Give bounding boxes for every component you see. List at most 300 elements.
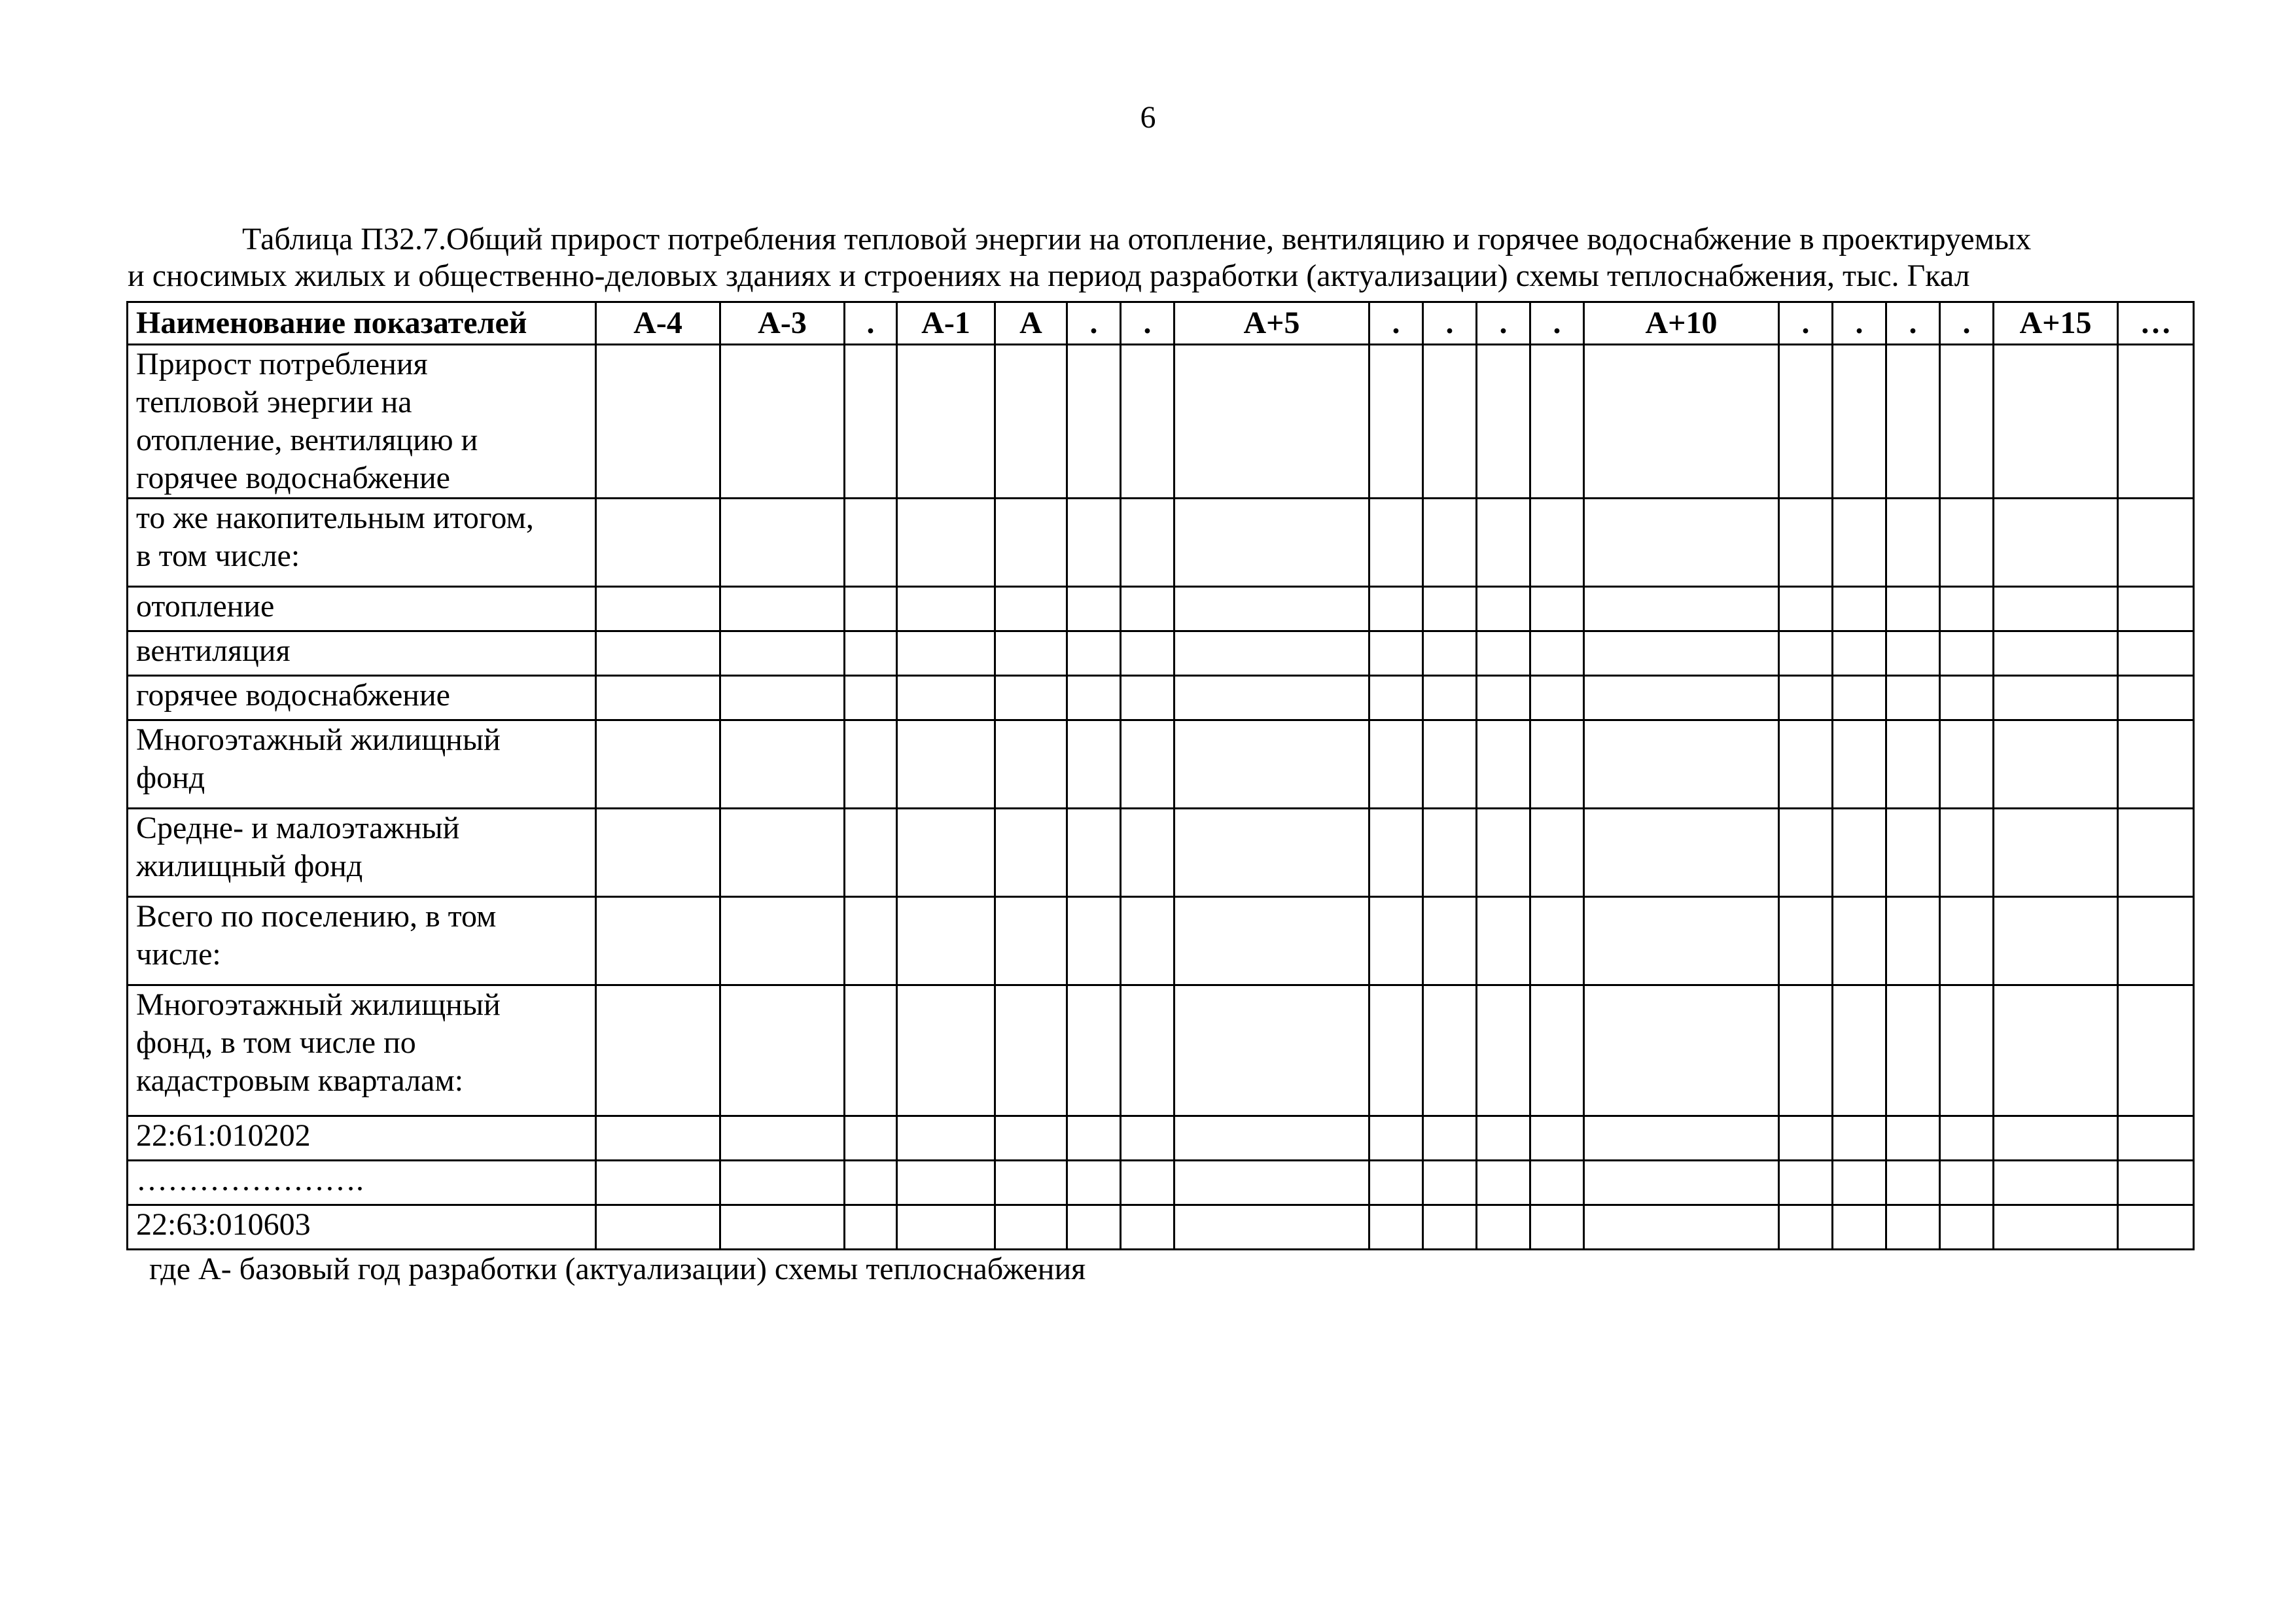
empty-value-cell (1833, 809, 1886, 897)
empty-value-cell (1584, 1161, 1779, 1205)
row-label-line: Всего по поселению, в том (136, 899, 497, 934)
empty-value-cell (1369, 720, 1423, 809)
empty-value-cell (1369, 345, 1423, 499)
empty-value-cell (1994, 676, 2118, 720)
empty-value-cell (1779, 631, 1833, 676)
table-header-row (128, 302, 2194, 345)
empty-value-cell (1121, 345, 1174, 499)
table-caption-line-2: и сносимых жилых и общественно-деловых зданиях и строениях на период разработки (актуализации) схемы теплоснабжения, тыс. Гкал (128, 258, 1970, 293)
empty-value-cell (1940, 499, 1994, 587)
empty-value-cell (2118, 676, 2194, 720)
empty-value-cell (720, 1116, 845, 1161)
empty-value-cell (1530, 587, 1584, 631)
table-row (128, 1116, 2194, 1161)
empty-value-cell (1994, 631, 2118, 676)
empty-value-cell (995, 1116, 1067, 1161)
header-year-column: А+10 (1584, 302, 1779, 345)
empty-value-cell (1423, 1116, 1477, 1161)
empty-value-cell (720, 631, 845, 676)
row-label-line: числе: (136, 937, 221, 972)
empty-value-cell (845, 676, 897, 720)
empty-value-cell (1940, 1161, 1994, 1205)
empty-value-cell (995, 499, 1067, 587)
row-label-line: то же накопительным итогом, (136, 501, 534, 535)
empty-value-cell (1833, 499, 1886, 587)
row-label (128, 345, 596, 499)
empty-value-cell (1530, 631, 1584, 676)
empty-value-cell (1994, 809, 2118, 897)
empty-value-cell (1369, 1116, 1423, 1161)
empty-value-cell (1423, 631, 1477, 676)
row-label-line: фонд, в том числе по (136, 1025, 416, 1060)
row-label (128, 587, 596, 631)
header-indicator-name: Наименование показателей (128, 302, 596, 345)
header-year-column: … (2118, 302, 2194, 345)
header-year-column: А-3 (720, 302, 845, 345)
row-label-line: 22:61:010202 (136, 1118, 311, 1153)
empty-value-cell (1530, 720, 1584, 809)
empty-value-cell (1886, 809, 1940, 897)
header-year-column: . (1833, 302, 1886, 345)
empty-value-cell (1121, 897, 1174, 985)
row-label-line: жилищный фонд (136, 849, 363, 883)
empty-value-cell (1423, 1205, 1477, 1250)
empty-value-cell (1886, 1205, 1940, 1250)
empty-value-cell (720, 499, 845, 587)
empty-value-cell (1584, 587, 1779, 631)
empty-value-cell (845, 587, 897, 631)
empty-value-cell (1530, 499, 1584, 587)
empty-value-cell (995, 897, 1067, 985)
empty-value-cell (1779, 720, 1833, 809)
empty-value-cell (1174, 720, 1369, 809)
empty-value-cell (897, 985, 995, 1116)
empty-value-cell (1423, 1161, 1477, 1205)
empty-value-cell (1067, 631, 1121, 676)
row-label-line: отопление, вентиляцию и (136, 423, 478, 457)
empty-value-cell (1477, 631, 1530, 676)
empty-value-cell (1886, 631, 1940, 676)
empty-value-cell (845, 345, 897, 499)
empty-value-cell (1994, 897, 2118, 985)
empty-value-cell (845, 631, 897, 676)
empty-value-cell (720, 720, 845, 809)
empty-value-cell (1779, 1116, 1833, 1161)
empty-value-cell (1121, 1116, 1174, 1161)
row-label (128, 1116, 596, 1161)
empty-value-cell (720, 809, 845, 897)
empty-value-cell (2118, 1205, 2194, 1250)
empty-value-cell (897, 897, 995, 985)
row-label (128, 676, 596, 720)
empty-value-cell (1067, 809, 1121, 897)
empty-value-cell (1530, 1161, 1584, 1205)
empty-value-cell (1833, 676, 1886, 720)
empty-value-cell (596, 499, 720, 587)
empty-value-cell (1369, 1205, 1423, 1250)
empty-value-cell (1423, 676, 1477, 720)
empty-value-cell (995, 345, 1067, 499)
empty-value-cell (1423, 587, 1477, 631)
table-row (128, 676, 2194, 720)
row-label-line: горячее водоснабжение (136, 461, 450, 495)
table-caption-line-1: Таблица П32.7.Общий прирост потребления тепловой энергии на отопление, вентиляцию и горячее водоснабжение в проектируемых (242, 222, 2032, 256)
header-year-column: А-1 (897, 302, 995, 345)
empty-value-cell (1369, 985, 1423, 1116)
empty-value-cell (1423, 345, 1477, 499)
empty-value-cell (1369, 1161, 1423, 1205)
empty-value-cell (995, 631, 1067, 676)
empty-value-cell (1174, 985, 1369, 1116)
row-label (128, 985, 596, 1116)
row-label (128, 720, 596, 809)
empty-value-cell (1584, 985, 1779, 1116)
empty-value-cell (1940, 720, 1994, 809)
empty-value-cell (2118, 1161, 2194, 1205)
empty-value-cell (845, 1161, 897, 1205)
empty-value-cell (1477, 985, 1530, 1116)
table-body (128, 345, 2194, 1250)
empty-value-cell (1423, 897, 1477, 985)
empty-value-cell (995, 587, 1067, 631)
header-year-column: . (1779, 302, 1833, 345)
empty-value-cell (845, 499, 897, 587)
empty-value-cell (596, 587, 720, 631)
empty-value-cell (1833, 587, 1886, 631)
empty-value-cell (897, 1161, 995, 1205)
empty-value-cell (897, 720, 995, 809)
empty-value-cell (1477, 720, 1530, 809)
empty-value-cell (1886, 587, 1940, 631)
empty-value-cell (1779, 676, 1833, 720)
empty-value-cell (1940, 897, 1994, 985)
empty-value-cell (1584, 897, 1779, 985)
table-row (128, 1205, 2194, 1250)
empty-value-cell (845, 985, 897, 1116)
empty-value-cell (1067, 499, 1121, 587)
empty-value-cell (1779, 897, 1833, 985)
empty-value-cell (1121, 1205, 1174, 1250)
empty-value-cell (1994, 1116, 2118, 1161)
header-year-column: . (1121, 302, 1174, 345)
empty-value-cell (596, 985, 720, 1116)
empty-value-cell (1886, 1116, 1940, 1161)
empty-value-cell (1886, 499, 1940, 587)
empty-value-cell (845, 809, 897, 897)
table-row (128, 631, 2194, 676)
empty-value-cell (2118, 631, 2194, 676)
header-year-column: . (845, 302, 897, 345)
header-year-column: А+5 (1174, 302, 1369, 345)
empty-value-cell (1174, 587, 1369, 631)
empty-value-cell (1530, 897, 1584, 985)
empty-value-cell (1886, 676, 1940, 720)
empty-value-cell (720, 1205, 845, 1250)
header-year-column: А-4 (596, 302, 720, 345)
row-label-line: Многоэтажный жилищный (136, 987, 501, 1022)
empty-value-cell (720, 897, 845, 985)
empty-value-cell (1477, 1161, 1530, 1205)
empty-value-cell (1530, 809, 1584, 897)
empty-value-cell (1584, 809, 1779, 897)
empty-value-cell (1067, 1116, 1121, 1161)
empty-value-cell (1940, 587, 1994, 631)
empty-value-cell (1477, 1205, 1530, 1250)
header-year-column: . (1423, 302, 1477, 345)
empty-value-cell (1886, 985, 1940, 1116)
empty-value-cell (1174, 631, 1369, 676)
empty-value-cell (1940, 345, 1994, 499)
empty-value-cell (1994, 985, 2118, 1116)
header-year-column: . (1940, 302, 1994, 345)
empty-value-cell (1994, 345, 2118, 499)
empty-value-cell (1369, 809, 1423, 897)
empty-value-cell (897, 809, 995, 897)
empty-value-cell (596, 1205, 720, 1250)
empty-value-cell (1067, 1205, 1121, 1250)
empty-value-cell (1121, 809, 1174, 897)
empty-value-cell (1940, 1205, 1994, 1250)
empty-value-cell (1584, 1116, 1779, 1161)
empty-value-cell (897, 345, 995, 499)
empty-value-cell (1174, 1161, 1369, 1205)
empty-value-cell (1994, 1161, 2118, 1205)
empty-value-cell (1423, 499, 1477, 587)
empty-value-cell (1833, 631, 1886, 676)
empty-value-cell (1174, 1205, 1369, 1250)
heat-consumption-table (126, 301, 2195, 1250)
header-year-column: А+15 (1994, 302, 2118, 345)
empty-value-cell (1530, 1116, 1584, 1161)
empty-value-cell (845, 1205, 897, 1250)
empty-value-cell (1886, 720, 1940, 809)
empty-value-cell (1779, 345, 1833, 499)
empty-value-cell (2118, 587, 2194, 631)
row-label-line: Многоэтажный жилищный (136, 722, 501, 757)
empty-value-cell (1530, 985, 1584, 1116)
empty-value-cell (845, 720, 897, 809)
empty-value-cell (1369, 499, 1423, 587)
row-label-line: вентиляция (136, 633, 291, 668)
empty-value-cell (897, 1116, 995, 1161)
empty-value-cell (1584, 345, 1779, 499)
empty-value-cell (1584, 720, 1779, 809)
empty-value-cell (2118, 809, 2194, 897)
empty-value-cell (995, 676, 1067, 720)
empty-value-cell (1369, 897, 1423, 985)
empty-value-cell (2118, 720, 2194, 809)
header-year-column: . (1477, 302, 1530, 345)
empty-value-cell (1067, 1161, 1121, 1205)
empty-value-cell (1940, 1116, 1994, 1161)
empty-value-cell (1833, 1116, 1886, 1161)
empty-value-cell (1477, 499, 1530, 587)
header-year-column: . (1886, 302, 1940, 345)
empty-value-cell (995, 809, 1067, 897)
empty-value-cell (1833, 897, 1886, 985)
empty-value-cell (1423, 985, 1477, 1116)
empty-value-cell (1067, 587, 1121, 631)
empty-value-cell (1369, 676, 1423, 720)
empty-value-cell (1779, 499, 1833, 587)
empty-value-cell (1940, 631, 1994, 676)
table-row (128, 499, 2194, 587)
empty-value-cell (1067, 720, 1121, 809)
empty-value-cell (1779, 1161, 1833, 1205)
empty-value-cell (1423, 720, 1477, 809)
empty-value-cell (596, 1161, 720, 1205)
empty-value-cell (2118, 985, 2194, 1116)
empty-value-cell (2118, 1116, 2194, 1161)
header-year-column: . (1067, 302, 1121, 345)
empty-value-cell (1174, 345, 1369, 499)
footnote: где А- базовый год разработки (актуализации) схемы теплоснабжения (149, 1252, 1086, 1286)
row-label (128, 499, 596, 587)
empty-value-cell (1174, 499, 1369, 587)
empty-value-cell (1369, 587, 1423, 631)
row-label-line: кадастровым кварталам: (136, 1063, 464, 1098)
empty-value-cell (2118, 499, 2194, 587)
empty-value-cell (1174, 676, 1369, 720)
empty-value-cell (1530, 676, 1584, 720)
page-number: 6 (1140, 100, 1156, 135)
empty-value-cell (2118, 345, 2194, 499)
empty-value-cell (995, 720, 1067, 809)
empty-value-cell (1477, 676, 1530, 720)
row-label-line: 22:63:010603 (136, 1207, 311, 1242)
table-row (128, 587, 2194, 631)
row-label (128, 809, 596, 897)
table-row (128, 345, 2194, 499)
table-row (128, 1161, 2194, 1205)
empty-value-cell (1994, 499, 2118, 587)
row-label-line: отопление (136, 589, 275, 624)
row-label-line: фонд (136, 760, 205, 795)
empty-value-cell (596, 631, 720, 676)
empty-value-cell (596, 720, 720, 809)
empty-value-cell (720, 985, 845, 1116)
row-label (128, 631, 596, 676)
empty-value-cell (596, 676, 720, 720)
empty-value-cell (1886, 345, 1940, 499)
empty-value-cell (1477, 1116, 1530, 1161)
empty-value-cell (1584, 499, 1779, 587)
empty-value-cell (596, 897, 720, 985)
header-year-column: . (1530, 302, 1584, 345)
header-year-column: А (995, 302, 1067, 345)
empty-value-cell (1779, 985, 1833, 1116)
empty-value-cell (1174, 1116, 1369, 1161)
empty-value-cell (897, 499, 995, 587)
empty-value-cell (1121, 1161, 1174, 1205)
empty-value-cell (1530, 345, 1584, 499)
empty-value-cell (1940, 985, 1994, 1116)
row-label-line: тепловой энергии на (136, 385, 412, 419)
empty-value-cell (1067, 676, 1121, 720)
empty-value-cell (1584, 1205, 1779, 1250)
header-year-column: . (1369, 302, 1423, 345)
empty-value-cell (1121, 720, 1174, 809)
empty-value-cell (1121, 985, 1174, 1116)
row-label-line: горячее водоснабжение (136, 678, 450, 713)
empty-value-cell (1833, 1205, 1886, 1250)
empty-value-cell (1067, 897, 1121, 985)
empty-value-cell (1779, 1205, 1833, 1250)
empty-value-cell (995, 1205, 1067, 1250)
empty-value-cell (1067, 345, 1121, 499)
row-label-line: …………………. (136, 1163, 364, 1197)
empty-value-cell (1779, 587, 1833, 631)
empty-value-cell (1174, 809, 1369, 897)
empty-value-cell (720, 345, 845, 499)
empty-value-cell (1530, 1205, 1584, 1250)
empty-value-cell (1833, 985, 1886, 1116)
row-label-line: Средне- и малоэтажный (136, 811, 460, 845)
empty-value-cell (1940, 809, 1994, 897)
empty-value-cell (897, 631, 995, 676)
empty-value-cell (1121, 631, 1174, 676)
empty-value-cell (1833, 1161, 1886, 1205)
empty-value-cell (1886, 897, 1940, 985)
empty-value-cell (1833, 720, 1886, 809)
empty-value-cell (720, 587, 845, 631)
empty-value-cell (596, 809, 720, 897)
empty-value-cell (1477, 345, 1530, 499)
row-label (128, 1161, 596, 1205)
row-label-line: в том числе: (136, 538, 300, 573)
empty-value-cell (1994, 587, 2118, 631)
empty-value-cell (995, 985, 1067, 1116)
row-label (128, 1205, 596, 1250)
empty-value-cell (596, 345, 720, 499)
empty-value-cell (1779, 809, 1833, 897)
empty-value-cell (1477, 587, 1530, 631)
empty-value-cell (1584, 676, 1779, 720)
empty-value-cell (845, 897, 897, 985)
table-row (128, 985, 2194, 1116)
empty-value-cell (720, 1161, 845, 1205)
table-caption (128, 221, 2169, 294)
empty-value-cell (2118, 897, 2194, 985)
empty-value-cell (1423, 809, 1477, 897)
empty-value-cell (1886, 1161, 1940, 1205)
empty-value-cell (1584, 631, 1779, 676)
empty-value-cell (897, 1205, 995, 1250)
empty-value-cell (897, 587, 995, 631)
empty-value-cell (1477, 897, 1530, 985)
empty-value-cell (720, 676, 845, 720)
empty-value-cell (897, 676, 995, 720)
empty-value-cell (1477, 809, 1530, 897)
empty-value-cell (995, 1161, 1067, 1205)
empty-value-cell (1121, 499, 1174, 587)
row-label-line: Прирост потребления (136, 347, 428, 381)
empty-value-cell (596, 1116, 720, 1161)
row-label (128, 897, 596, 985)
empty-value-cell (1067, 985, 1121, 1116)
empty-value-cell (1994, 1205, 2118, 1250)
table-row (128, 897, 2194, 985)
empty-value-cell (1940, 676, 1994, 720)
empty-value-cell (1369, 631, 1423, 676)
empty-value-cell (1833, 345, 1886, 499)
empty-value-cell (1994, 720, 2118, 809)
table-row (128, 809, 2194, 897)
empty-value-cell (845, 1116, 897, 1161)
empty-value-cell (1121, 587, 1174, 631)
empty-value-cell (1121, 676, 1174, 720)
empty-value-cell (1174, 897, 1369, 985)
